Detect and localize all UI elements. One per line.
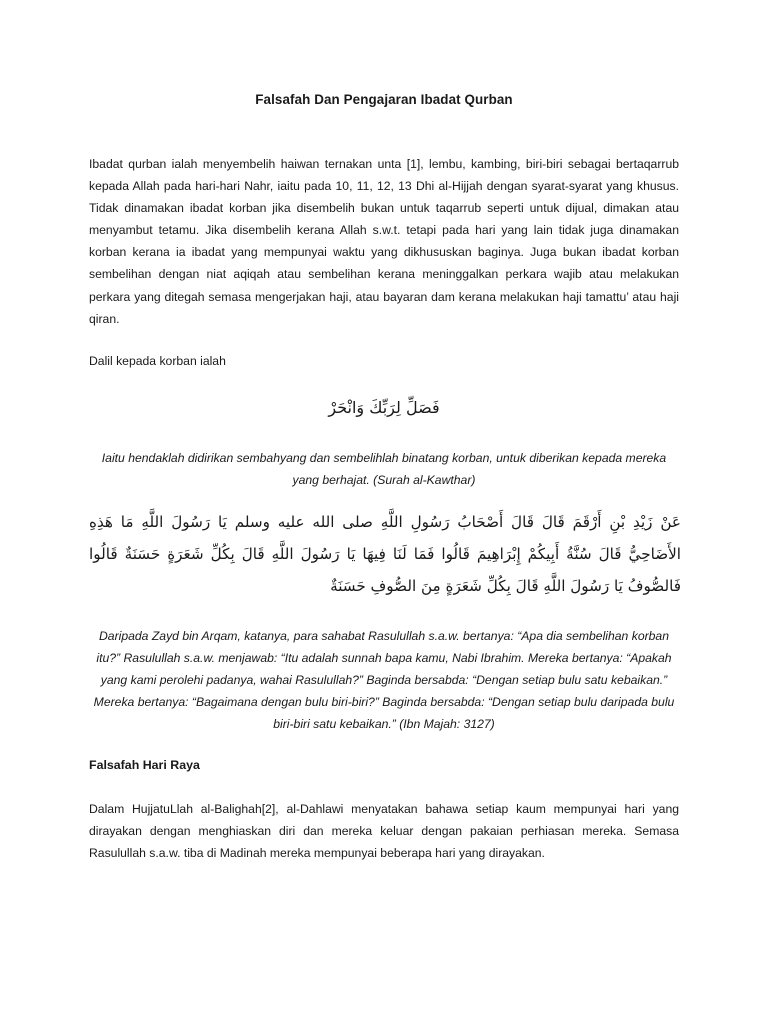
section-heading: Falsafah Hari Raya bbox=[89, 758, 200, 772]
hadith-translation: Daripada Zayd bin Arqam, katanya, para sahabat Rasulullah s.a.w. bertanya: “Apa dia sembelihan korban itu?” Rasulullah s.a.w. menjawab: “Itu adalah sunnah bapa kamu, Nabi Ibrahim. Mereka bertanya: “Apakah yang kami perolehi padanya, wahai Rasulullah?” Baginda bersabda: “Dengan setiap bulu satu kebaikan.” Mereka bertanya: “Bagaimana dengan bulu biri-biri?” Baginda bersabda: “Dengan setiap bulu daripada bulu biri-biri satu kebaikan.” (Ibn Majah: 3127) bbox=[93, 629, 675, 731]
page-title: Falsafah Dan Pengajaran Ibadat Qurban bbox=[255, 92, 513, 107]
dalil-intro: Dalil kepada korban ialah bbox=[89, 354, 226, 368]
arabic-verse: فَصَلِّ لِرَبِّكَ وَانْحَرْ bbox=[328, 398, 440, 417]
verse-translation: Iaitu hendaklah didirikan sembahyang dan sembelihlah binatang korban, untuk diberikan kepada mereka yang berhajat. (Surah al-Kawthar) bbox=[101, 451, 667, 487]
hari-raya-paragraph: Dalam HujjatuLlah al-Balighah[2], al-Dahlawi menyatakan bahawa setiap kaum mempunyai hari yang dirayakan dengan menghiaskan diri dan mereka keluar dengan pakaian perhiasan mereka. Semasa Rasulullah s.a.w. tiba di Madinah mereka mempunyai beberapa hari yang dirayakan. bbox=[89, 802, 679, 861]
intro-paragraph: Ibadat qurban ialah menyembelih haiwan ternakan unta [1], lembu, kambing, biri-biri sebagai bertaqarrub kepada Allah pada hari-hari Nahr, iaitu pada 10, 11, 12, 13 Dhi al-Hijjah dengan syarat-syarat yang khusus. Tidak dinamakan ibadat korban jika disembelih bukan untuk taqarrub seperti untuk dijual, dimakan atau menyambut tetamu. Jika disembelih kerana Allah s.w.t. tetapi pada hari yang lain tidak juga dinamakan korban kerana ia ibadat yang mempunyai waktu yang dikhususkan baginya. Juga bukan ibadat korban sembelihan dengan niat aqiqah atau sembelihan kerana meninggalkan perkara wajib atau melakukan perkara yang ditegah semasa mengerjakan haji, atau bayaran dam kerana melakukan haji tamattu’ atau haji qiran. bbox=[89, 157, 679, 326]
arabic-hadith: عَنْ زَيْدِ بْنِ أَرْقَمَ قَالَ قَالَ أَصْحَابُ رَسُولِ اللَّهِ صلى الله عليه وسلم يَا رَسُولَ اللَّهِ مَا هَذِهِ الأَضَاحِيُّ قَالَ سُنَّةُ أَبِيكُمْ إِبْرَاهِيمَ قَالُوا فَمَا لَنَا فِيهَا يَا رَسُولَ اللَّهِ قَالَ بِكُلِّ شَعَرَةٍ حَسَنَةٌ قَالُوا فَالصُّوفُ يَا رَسُولَ اللَّهِ قَالَ بِكُلِّ شَعَرَةٍ مِنَ الصُّوفِ حَسَنَةٌ bbox=[89, 513, 681, 595]
